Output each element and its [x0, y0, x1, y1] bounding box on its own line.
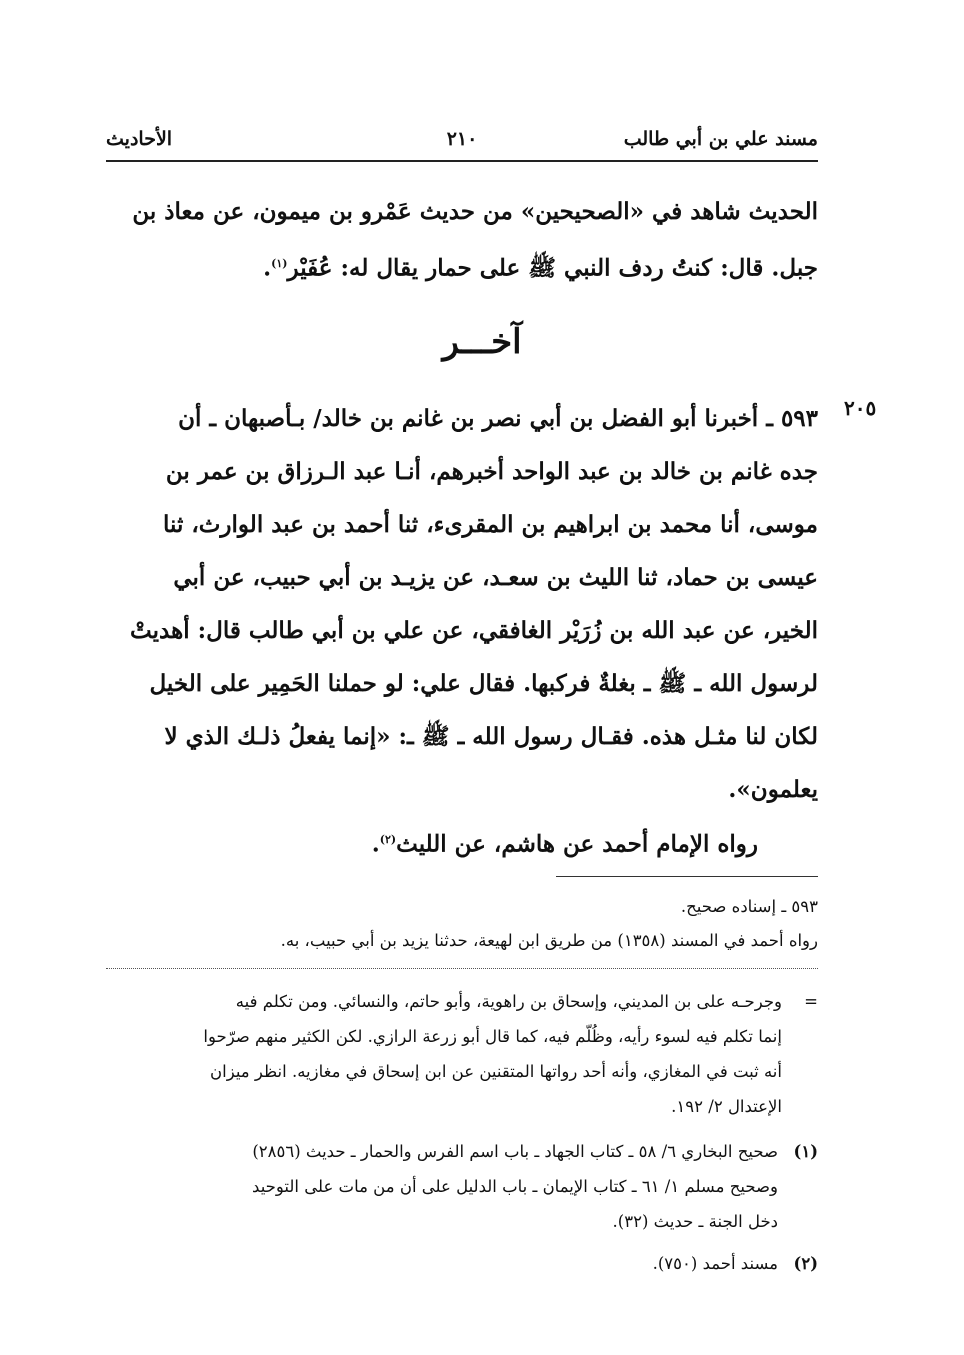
hadith-line: يعلمون».: [728, 776, 818, 803]
header-divider: [106, 160, 818, 162]
footnote-line: رواه أحمد في المسند (١٣٥٨) من طريق ابن لهيعة، حدثنا يزيد بن أبي حبيب، به.: [280, 931, 818, 950]
footnote-line: صحيح البخاري ٦/ ٥٨ ـ كتاب الجهاد ـ باب اسم الفرس والحمار ـ حديث (٢٨٥٦): [252, 1142, 778, 1161]
intro-paragraph: [106, 186, 818, 295]
note-2: [106, 1246, 818, 1281]
hadith-line: لرسول الله ـ ﷺ ـ بغلةٌ فركبها. فقال علي: لو حملنا الحَمِير على الخيل: [149, 670, 818, 697]
intro-line: الحديث شاهد في «الصحيحين» من حديث عَمْرو بن ميمون، عن معاذ بن: [132, 198, 818, 225]
header-page-number: ٢١٠: [446, 128, 478, 150]
page-header: [106, 122, 818, 162]
header-book-title: مسند علي بن أبي طالب: [623, 128, 818, 150]
margin-number: ٢٠٥: [844, 396, 877, 420]
note-mark: (٢): [793, 1254, 818, 1273]
hadith-line: جده غانم بن خالد بن عبد الواحد أخبرهم، أنـا عبد الـرزاق بن عمر بن: [165, 458, 818, 485]
footnote-mark: (١): [271, 257, 288, 270]
narration-line: رواه الإمام أحمد عن هاشم، عن الليث$^{(٢)}$.: [371, 830, 758, 858]
footnote-line: الإعتدال ٢/ ١٩٢.: [671, 1097, 782, 1116]
footnote-mark: (٢): [379, 833, 397, 846]
section-title: آخـــر: [442, 322, 522, 362]
footnote-dotted-divider: [106, 968, 818, 969]
footnote-line: مسند أحمد (٧٥٠).: [652, 1254, 778, 1273]
footnote-line: دخل الجنة ـ حديث (٣٢).: [612, 1212, 778, 1231]
hadith-line: لكان لنا مثـل هذه. فقـال رسول الله ـ ﷺ ـ: «إنما يفعلُ ذلـك الذي لا: [164, 723, 818, 750]
footnote-line: وجرحـه على بن المديني، وإسحاق بن راهوية، وأبو حاتم، والنسائي. ومن تكلم فيه: [235, 992, 782, 1011]
hadith-line: الخير، عن عبد الله بن زُرَيْر الغافقي، عن علي بن أبي طالب قال: أهديتْ: [130, 617, 818, 644]
header-section: الأحاديث: [106, 128, 173, 150]
continuation-mark: =: [804, 992, 818, 1011]
hadith-line: عيسى بن حماد، ثنا الليث بن سعـد، عن يزيـد بن أبي حبيب، عن أبي: [173, 564, 818, 591]
hadith-paragraph: [106, 392, 818, 816]
intro-line: جبل. قال: كنتُ ردف النبي ﷺ على حمار يقال له: عُفَيْر$^{(١)}$.: [263, 254, 818, 282]
footnote-divider: [556, 876, 818, 877]
hadith-line: ٥٩٣ ـ أخبرنا أبو الفضل بن أبي نصر بن غانم بن خالد/ بـأصبهان ـ أن: [178, 405, 818, 432]
footnote-line: ٥٩٣ ـ إسناده صحيح.: [680, 897, 818, 916]
continuation-footnote: [106, 984, 818, 1124]
footnote-line: أنه ثبت في المغازي، وأنه أحد رواتها المتقنين عن ابن إسحاق في مغازيه. انظر ميزان: [210, 1062, 782, 1081]
footnote-line: إنما تكلم فيه لسوء رأيه، وظُلّم فيه، كما قال أبو زرعة الرازي. لكن الكثير منهم صرّحوا: [203, 1027, 782, 1046]
note-1: [106, 1134, 818, 1239]
note-mark: (١): [793, 1142, 818, 1161]
hadith-line: موسى، أنا محمد بن ابراهيم بن المقرىء، ثنا أحمد بن عبد الوارث، ثنا: [163, 511, 818, 538]
footnotes-top: [106, 890, 818, 958]
footnote-line: وصحيح مسلم ١/ ٦١ ـ كتاب الإيمان ـ باب الدليل على أن من مات على التوحيد: [252, 1177, 778, 1196]
